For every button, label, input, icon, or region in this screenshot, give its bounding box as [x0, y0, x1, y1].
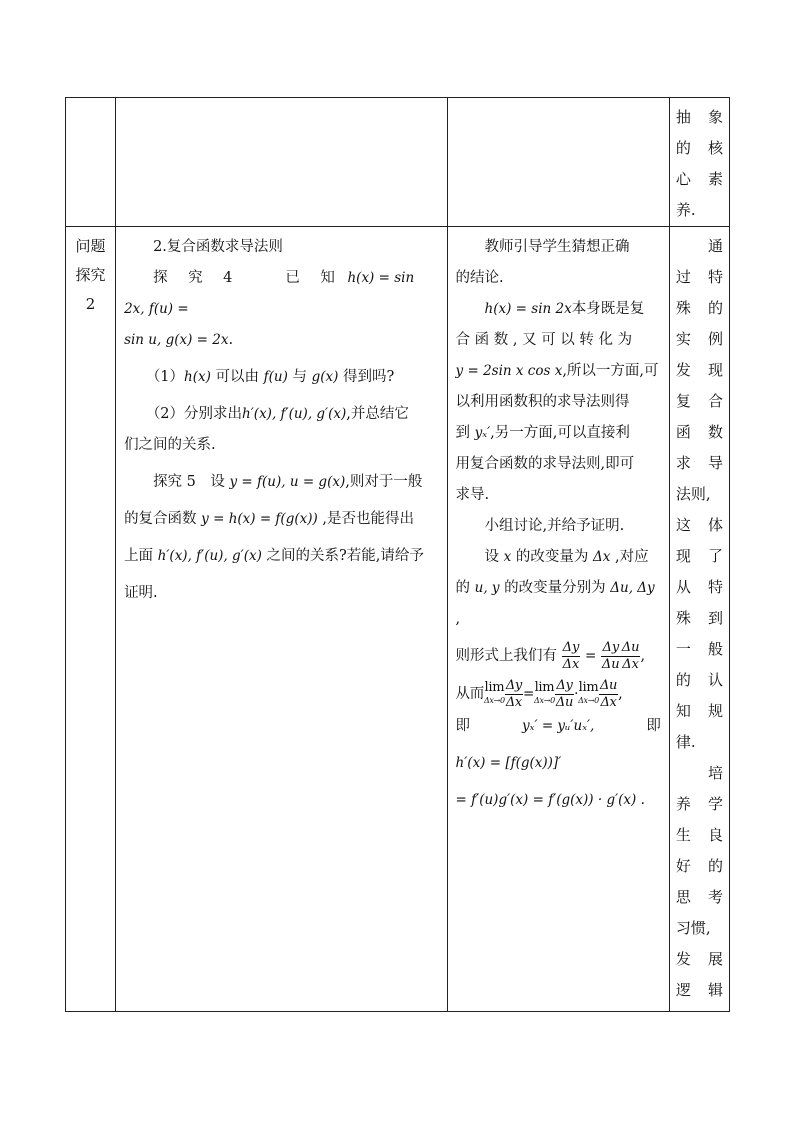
question-1: （1）h(x) 可以由 f(u) 与 g(x) 得到吗? [145, 369, 395, 385]
activity-text: 求导. [455, 487, 490, 503]
intent-line: 从 特 [675, 578, 723, 596]
intent-line: 发 现 [675, 361, 723, 379]
question-2-cont: 们之间的关系. [124, 437, 216, 453]
exploration-5-cont: 证明. [124, 585, 158, 601]
fraction: $\frac{\Delta y}{\Delta u}$ [601, 639, 620, 672]
intent-line: 求 导 [675, 454, 723, 472]
table-row [66, 98, 730, 227]
section-label-line: 2 [85, 295, 96, 313]
intent-line: 知 规 [675, 702, 723, 720]
teacher-activity-cell [447, 227, 669, 1012]
intent-line: 殊 到 [675, 609, 723, 627]
design-intent-cell [669, 98, 729, 227]
activity-text: 即 yₓ′ = yᵤ′uₓ′, 即 [455, 718, 661, 734]
fraction: $\frac{\Delta u}{\Delta x}$ [599, 677, 618, 710]
design-intent-cell [669, 227, 729, 1012]
intent-line: 这 体 [675, 516, 723, 534]
activity-cell-empty [447, 98, 669, 227]
exploration-4: 探 究 4 已 知 h(x) = sin 2x, f(u) = [124, 270, 415, 317]
intent-line: 的 认 [675, 671, 723, 689]
intent-line: 逻 辑 [675, 981, 723, 999]
limit: lim Δx→0 [483, 680, 505, 705]
section-label-line: 问题 [75, 237, 106, 255]
fraction: $\frac{\Delta y}{\Delta x}$ [562, 639, 580, 672]
activity-text: 合 函 数 , 又 可 以 转 化 为 [455, 332, 633, 348]
section-label-cell [66, 227, 116, 1012]
activity-text: 到 yₓ′,另一方面,可以直接利 [455, 425, 630, 441]
intent-line: 函 数 [675, 423, 723, 441]
intent-line: 的 核 [675, 139, 723, 157]
activity-text: 教师引导学生猜想正确 [484, 239, 630, 255]
intent-line: 养 学 [675, 795, 723, 813]
fraction: $\frac{\Delta u}{\Delta x}$ [621, 639, 640, 672]
intent-line: 心 素 [675, 170, 723, 188]
limit-formula: 从而 lim Δx→0 $\frac{\Delta y}{\Delta x}$ = lim Δx→0 $\frac{\Delta y}{\Delta u}$ · lim Δx→0 $\frac{\Delta u}{\Delta x}$ , [455, 677, 623, 710]
activity-text: 以利用函数积的求导法则得 [455, 394, 630, 410]
limit: lim Δx→0 [578, 680, 599, 705]
section-label-line: 探究 [75, 266, 106, 284]
exploration-5-cont: 的复合函数 y = h(x) = f(g(x)) ,是否也能得出 [124, 511, 414, 527]
activity-text: 的结论. [455, 270, 504, 286]
table-row [66, 227, 730, 1012]
lesson-plan-table [65, 97, 730, 1012]
limit: lim Δx→0 [534, 680, 555, 705]
fraction: $\frac{\Delta y}{\Delta x}$ [505, 677, 522, 710]
fraction: $\frac{\Delta y}{\Delta u}$ [555, 677, 574, 710]
activity-formula: h′(x) = [f(g(x))]′ [455, 755, 562, 771]
activity-text: y = 2sin x cos x,所以一方面,可 [455, 363, 659, 379]
intent-line: 复 合 [675, 392, 723, 410]
activity-text: 设 x 的改变量为 Δx ,对应 [484, 549, 649, 565]
section-heading: 2.复合函数求导法则 [153, 239, 283, 255]
intent-line: 养. [675, 201, 696, 219]
intent-line: 发 展 [675, 950, 723, 968]
intent-line: 实 例 [675, 330, 723, 348]
activity-text: h(x) = sin 2x本身既是复 [484, 301, 645, 317]
label-cell-empty [66, 98, 116, 227]
exploration-4-cont: sin u, g(x) = 2x. [124, 332, 234, 348]
activity-text: 的 u, y 的改变量分别为 Δu, Δy , [455, 580, 655, 627]
intent-line: 过 特 [675, 268, 723, 286]
intent-line: 法则, [675, 485, 711, 503]
intent-line: 好 的 [675, 857, 723, 875]
intent-line: 现 了 [675, 547, 723, 565]
intent-line: 殊 的 [675, 299, 723, 317]
intent-line: 抽 象 [675, 108, 723, 126]
activity-text: 用复合函数的求导法则,即可 [455, 456, 635, 472]
intent-line: 思 考 [675, 888, 723, 906]
intent-line: 一 般 [675, 640, 723, 658]
fraction-formula: 则形式上我们有 $\frac{\Delta y}{\Delta x}$ = $\frac{\Delta y}{\Delta u}$ $\frac{\Delta u}{\Delta x}$ , [455, 639, 646, 672]
intent-line: 律. [675, 733, 696, 751]
exploration-5-cont: 上面 h′(x), f′(u), g′(x) 之间的关系?若能,请给予 [124, 548, 424, 564]
intent-line: 习惯, [675, 919, 711, 937]
question-2: （2）分别求出h′(x), f′(u), g′(x),并总结它 [145, 406, 409, 422]
problem-content-cell [116, 227, 447, 1012]
exploration-5: 探究 5 设 y = f(u), u = g(x),则对于一般 [153, 474, 423, 490]
activity-formula: = f′(u)g′(x) = f′(g(x)) · g′(x) . [455, 792, 645, 808]
activity-text: 小组讨论,并给予证明. [484, 518, 625, 534]
intent-line: 通 [707, 237, 723, 255]
content-cell-empty [116, 98, 447, 227]
intent-line: 培 [707, 764, 723, 782]
intent-line: 生 良 [675, 826, 723, 844]
